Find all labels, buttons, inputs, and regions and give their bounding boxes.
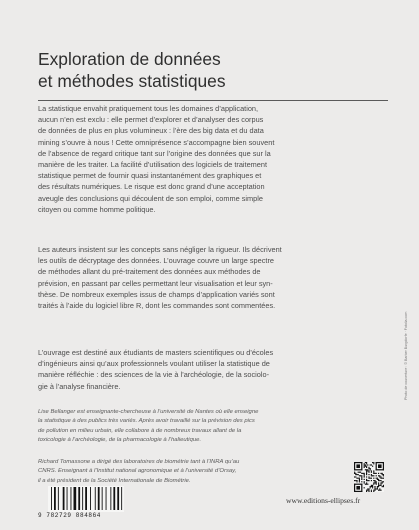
- text-line: de pollution en milieu urbain, elle collabore à de nombreux travaux allant de la: [38, 427, 242, 434]
- text-line: gie à l’analyse financière.: [38, 381, 121, 391]
- title-divider: [38, 100, 388, 101]
- text-line: mining s’ouvre à nous ! Cette omniprésence s’accompagne bien souvent: [38, 137, 275, 147]
- text-line: des résultats numériques. Le risque est donc grand d’une acceptation: [38, 182, 265, 192]
- text-line: prévision, en passant par celles permettant leur visualisation et leur syn-: [38, 278, 273, 288]
- text-line: Les auteurs insistent sur les concepts sans négliger la rigueur. Ils décrivent: [38, 245, 282, 254]
- author-bio-tomassone: [38, 458, 388, 486]
- photo-credit: Photo de couverture : © Barber Burgdorfe · Fotolia.com: [404, 311, 408, 400]
- qr-code: [354, 462, 384, 492]
- text-line: de l’absence de regard critique tant sur l’origine des données que sur la: [38, 148, 271, 158]
- text-line: d’ingénieurs ainsi qu’aux professionnels voulant utiliser la statistique de: [38, 359, 270, 369]
- text-line: de méthodes allant du pré-traitement des données aux méthodes de: [38, 267, 261, 277]
- author-bio-bellanger: [38, 408, 388, 446]
- text-line: aucun n’en est exclu : elle permet d’explorer et d’analyser des corpus: [38, 115, 264, 125]
- title-line-1: Exploration de données: [38, 49, 221, 69]
- text-line: de données de plus en plus volumineux : l’ère des big data et du data: [38, 126, 264, 136]
- description-paragraph-2: [38, 244, 388, 311]
- isbn-number: 9 782729 884864: [38, 512, 102, 519]
- text-line: il a été président de la Société Internationale de Biométrie.: [38, 477, 191, 484]
- text-line: citoyen ou comme homme politique.: [38, 204, 156, 214]
- publisher-website: www.editions-ellipses.fr: [286, 496, 361, 505]
- text-line: CNRS. Enseignant à l’Institut national agronomique et à l’université d’Orsay,: [38, 468, 237, 475]
- text-line: la statistique à des publics très variés. Après avoir travaillé sur la prévision des pics: [38, 418, 255, 425]
- text-line: Lise Bellanger est enseignante-chercheuse à l’université de Nantes où elle enseigne: [38, 409, 259, 415]
- text-line: La statistique envahit pratiquement tous les domaines d’application,: [38, 104, 259, 113]
- text-line: thèse. De nombreux exemples issus de champs d’application variés sont: [38, 289, 275, 299]
- text-line: toxicologie à l’archéologie, de la pharmacologie à l’halieutique.: [38, 437, 202, 444]
- text-line: aveugle des conclusions qui découlent de son emploi, comme simple: [38, 193, 263, 203]
- book-title: [38, 48, 378, 92]
- description-paragraph-1: [38, 103, 388, 215]
- text-line: L’ouvrage est destiné aux étudiants de masters scientifiques ou d’écoles: [38, 348, 274, 357]
- text-line: traités à l’aide du logiciel libre R, dont les commandes sont commentées.: [38, 301, 276, 311]
- isbn-barcode: [48, 486, 124, 512]
- text-line: les outils de décryptage des données. L’ouvrage couvre un large spectre: [38, 256, 274, 266]
- text-line: manière de les traiter. La facilité d’utilisation des logiciels de traitement: [38, 160, 267, 170]
- text-line: manière réfléchie : des sciences de la vie à l’archéologie, de la sociolo-: [38, 370, 270, 380]
- description-paragraph-3: [38, 347, 388, 392]
- title-line-2: et méthodes statistiques: [38, 71, 226, 91]
- text-line: statistique permet de fournir quasi instantanément des graphiques et: [38, 171, 262, 181]
- text-line: Richard Tomassone a dirigé des laboratoires de biométrie tant à l’INRA qu’au: [38, 459, 240, 465]
